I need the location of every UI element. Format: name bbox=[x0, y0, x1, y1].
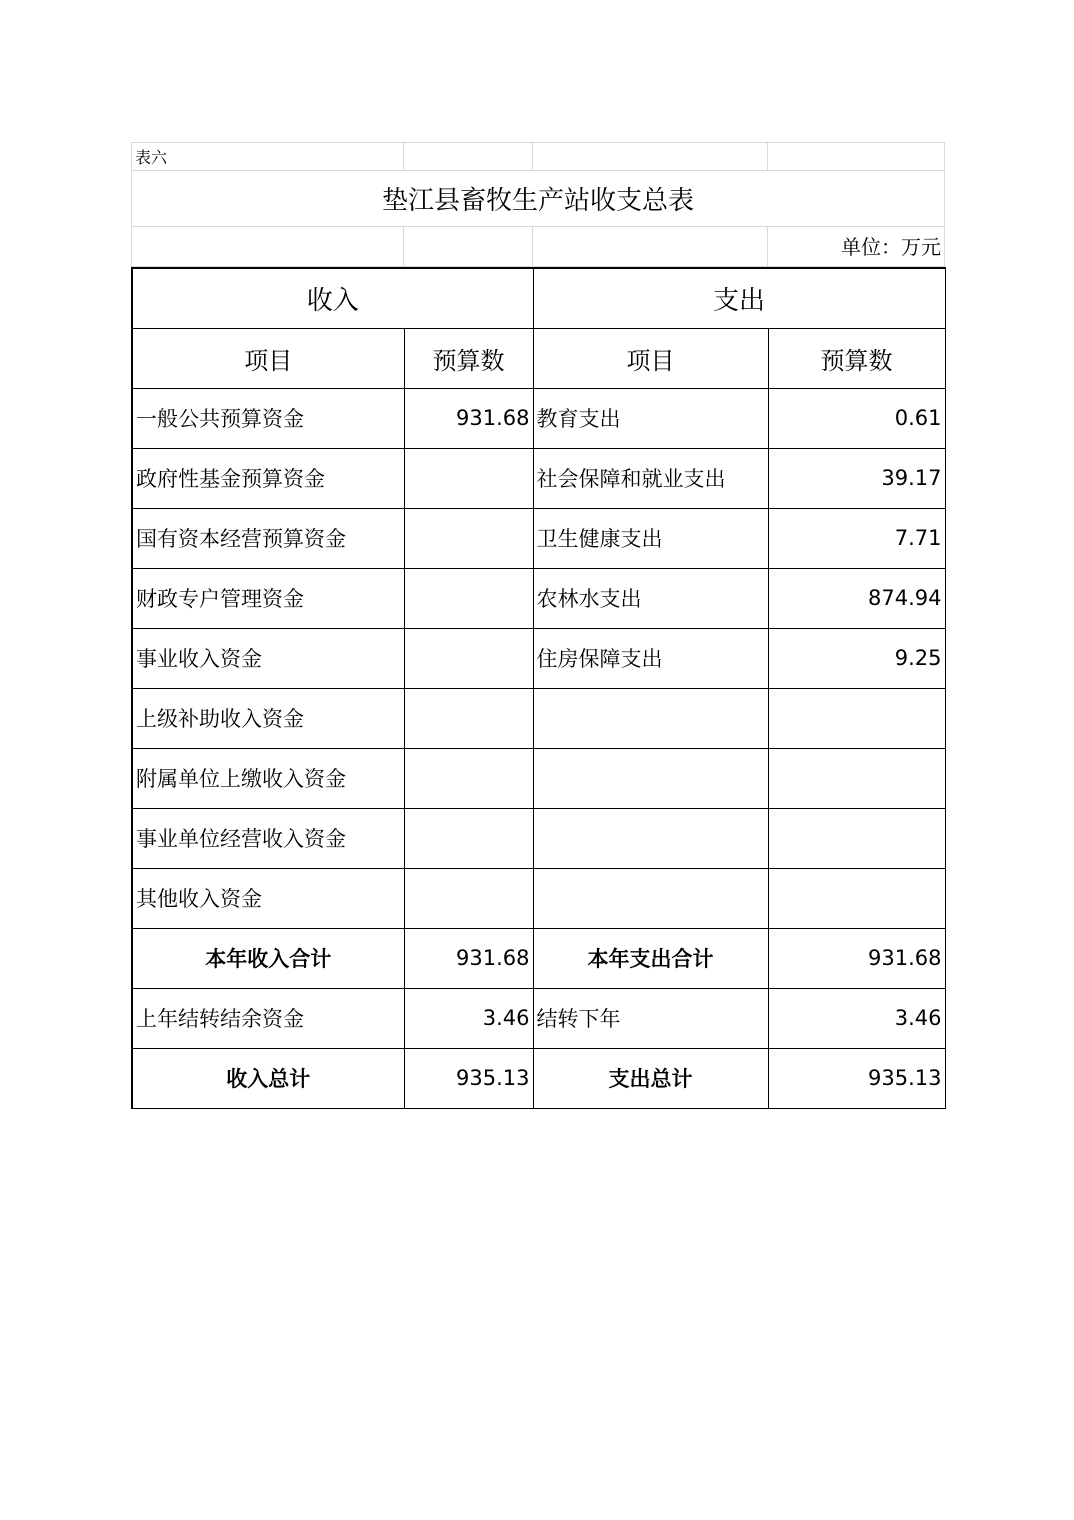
expense-value bbox=[768, 868, 945, 928]
expense-value bbox=[768, 688, 945, 748]
total-row bbox=[132, 1048, 945, 1108]
table-row bbox=[132, 568, 945, 628]
expense-carryover-value: 3.46 bbox=[768, 988, 945, 1048]
expense-subtotal-value: 931.68 bbox=[768, 928, 945, 988]
unit-label: 单位：万元 bbox=[768, 227, 945, 267]
income-value bbox=[404, 508, 533, 568]
table-row bbox=[132, 748, 945, 808]
grid-cell bbox=[768, 143, 945, 171]
income-value bbox=[404, 628, 533, 688]
sheet-header-grid bbox=[131, 142, 945, 267]
income-item: 一般公共预算资金 bbox=[132, 388, 404, 448]
grid-cell bbox=[132, 227, 404, 267]
table-row bbox=[132, 868, 945, 928]
income-value bbox=[404, 448, 533, 508]
income-value bbox=[404, 688, 533, 748]
grid-cell bbox=[404, 143, 533, 171]
expense-value: 0.61 bbox=[768, 388, 945, 448]
income-value bbox=[404, 868, 533, 928]
expense-value bbox=[768, 748, 945, 808]
income-value bbox=[404, 748, 533, 808]
expense-item-header: 项目 bbox=[533, 328, 768, 388]
expense-carryover-label: 结转下年 bbox=[533, 988, 768, 1048]
income-value bbox=[404, 808, 533, 868]
budget-table bbox=[131, 267, 946, 1109]
carryover-row bbox=[132, 988, 945, 1048]
table-row bbox=[132, 688, 945, 748]
expense-value: 9.25 bbox=[768, 628, 945, 688]
table-row bbox=[132, 508, 945, 568]
subtotal-row bbox=[132, 928, 945, 988]
income-item: 财政专户管理资金 bbox=[132, 568, 404, 628]
income-item: 政府性基金预算资金 bbox=[132, 448, 404, 508]
expense-item: 教育支出 bbox=[533, 388, 768, 448]
expense-item bbox=[533, 748, 768, 808]
expense-total-label: 支出总计 bbox=[533, 1048, 768, 1108]
income-item: 事业收入资金 bbox=[132, 628, 404, 688]
income-total-value: 935.13 bbox=[404, 1048, 533, 1108]
expense-item: 卫生健康支出 bbox=[533, 508, 768, 568]
sheet-title: 垫江县畜牧生产站收支总表 bbox=[132, 171, 945, 227]
expense-item bbox=[533, 808, 768, 868]
table-row bbox=[132, 388, 945, 448]
income-subtotal-value: 931.68 bbox=[404, 928, 533, 988]
table-row bbox=[132, 448, 945, 508]
income-budget-header: 预算数 bbox=[404, 328, 533, 388]
income-item: 附属单位上缴收入资金 bbox=[132, 748, 404, 808]
expense-item: 社会保障和就业支出 bbox=[533, 448, 768, 508]
income-item: 上级补助收入资金 bbox=[132, 688, 404, 748]
expense-subtotal-label: 本年支出合计 bbox=[533, 928, 768, 988]
income-value: 931.68 bbox=[404, 388, 533, 448]
table-row bbox=[132, 808, 945, 868]
table-number-label: 表六 bbox=[132, 143, 404, 171]
grid-cell bbox=[404, 227, 533, 267]
income-item: 事业单位经营收入资金 bbox=[132, 808, 404, 868]
income-subtotal-label: 本年收入合计 bbox=[132, 928, 404, 988]
section-header-row bbox=[132, 268, 945, 328]
income-carryover-value: 3.46 bbox=[404, 988, 533, 1048]
expense-value: 39.17 bbox=[768, 448, 945, 508]
expense-value bbox=[768, 808, 945, 868]
budget-sheet bbox=[131, 142, 944, 1109]
expense-item: 农林水支出 bbox=[533, 568, 768, 628]
expense-item bbox=[533, 688, 768, 748]
grid-cell bbox=[533, 143, 768, 171]
grid-cell bbox=[533, 227, 768, 267]
expense-total-value: 935.13 bbox=[768, 1048, 945, 1108]
expense-section-header: 支出 bbox=[533, 268, 945, 328]
income-value bbox=[404, 568, 533, 628]
column-header-row bbox=[132, 328, 945, 388]
expense-budget-header: 预算数 bbox=[768, 328, 945, 388]
income-item: 国有资本经营预算资金 bbox=[132, 508, 404, 568]
expense-value: 874.94 bbox=[768, 568, 945, 628]
expense-value: 7.71 bbox=[768, 508, 945, 568]
table-row bbox=[132, 628, 945, 688]
income-total-label: 收入总计 bbox=[132, 1048, 404, 1108]
income-carryover-label: 上年结转结余资金 bbox=[132, 988, 404, 1048]
income-item-header: 项目 bbox=[132, 328, 404, 388]
expense-item bbox=[533, 868, 768, 928]
expense-item: 住房保障支出 bbox=[533, 628, 768, 688]
income-item: 其他收入资金 bbox=[132, 868, 404, 928]
income-section-header: 收入 bbox=[132, 268, 533, 328]
